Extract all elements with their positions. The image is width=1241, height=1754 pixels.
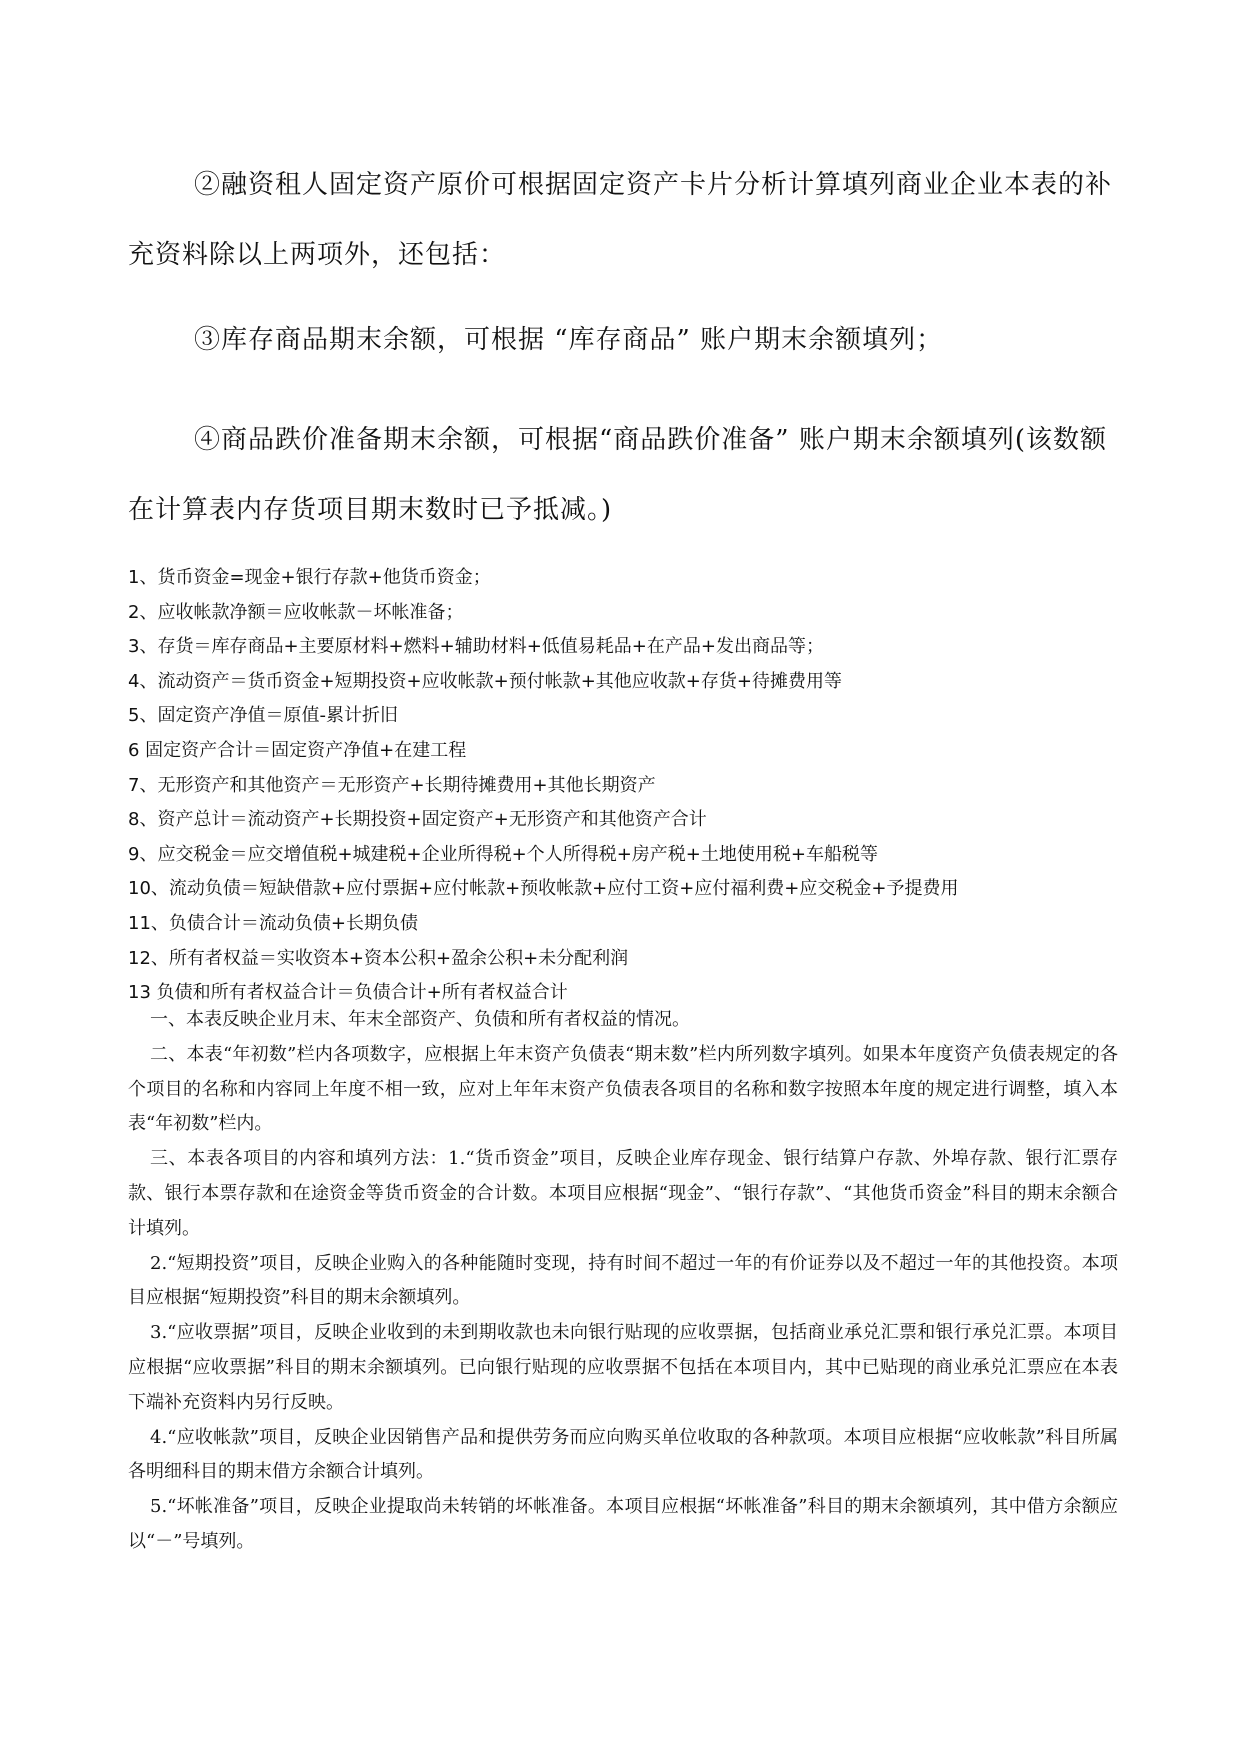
- formula-item: 11、负债合计＝流动负债+长期负债: [128, 912, 418, 934]
- formula-item: 13 负债和所有者权益合计＝负债合计+所有者权益合计: [128, 982, 568, 1004]
- formula-item: 2、应收帐款净额＝应收帐款－坏帐准备；: [128, 601, 464, 623]
- note-paragraph: 5.“坏帐准备”项目，反映企业提取尚未转销的坏帐准备。本项目应根据“坏帐准备”科目的期末余额填列，其中借方余额应以“－”号填列。: [128, 1496, 1118, 1552]
- note-paragraph: 三、本表各项目的内容和填列方法：1.“货币资金”项目，反映企业库存现金、银行结算户存款、外埠存款、银行汇票存款、银行本票存款和在途资金等货币资金的合计数。本项目应根据“现金”、“银行存款”、“其他货币资金”科目的期末余额合计填列。: [128, 1148, 1118, 1239]
- note-paragraph: 一、本表反映企业月末、年末全部资产、负债和所有者权益的情况。: [150, 1009, 690, 1030]
- formula-item: 1、货币资金=现金+银行存款+他货币资金；: [128, 567, 491, 588]
- paragraph-price-decline-reserve: ④商品跌价准备期末余额，可根据“商品跌价准备” 账户期末余额填列(该数额在计算表内存货项目期末数时已予抵减。): [128, 425, 1107, 525]
- paragraph-financing-lease: ②融资租人固定资产原价可根据固定资产卡片分析计算填列商业企业本表的补充资料除以上两项外，还包括：: [128, 170, 1113, 270]
- formula-item: 5、固定资产净值＝原值-累计折旧: [128, 705, 398, 727]
- formula-item: 6 固定资产合计＝固定资产净值+在建工程: [128, 739, 467, 761]
- formula-item: 10、流动负债＝短缺借款+应付票据+应付帐款+预收帐款+应付工资+应付福利费+应交税金+予提费用: [128, 878, 959, 900]
- formula-list: [128, 561, 1118, 1011]
- formula-item: 8、资产总计＝流动资产+长期投资+固定资产+无形资产和其他资产合计: [128, 809, 707, 831]
- note-paragraph: 二、本表“年初数”栏内各项数字，应根据上年末资产负债表“期末数”栏内所列数字填列。如果本年度资产负债表规定的各个项目的名称和内容同上年度不相一致，应对上年年末资产负债表各项目的名称和数字按照本年度的规定进行调整，填入本表“年初数”栏内。: [128, 1043, 1118, 1135]
- note-paragraph: 3.“应收票据”项目，反映企业收到的未到期收款也未向银行贴现的应收票据，包括商业承兑汇票和银行承兑汇票。本项目应根据“应收票据”科目的期末余额填列。已向银行贴现的应收票据不包括在本项目内，其中已贴现的商业承兑汇票应在本表下端补充资料内另行反映。: [128, 1322, 1118, 1413]
- notes-section: [128, 1003, 1118, 1560]
- formula-item: 7、无形资产和其他资产＝无形资产+长期待摊费用+其他长期资产: [128, 774, 656, 796]
- paragraph-inventory-goods: ③库存商品期末余额，可根据 “库存商品” 账户期末余额填列；: [194, 325, 944, 355]
- note-paragraph: 4.“应收帐款”项目，反映企业因销售产品和提供劳务而应向购买单位收取的各种款项。本项目应根据“应收帐款”科目所属各明细科目的期末借方余额合计填列。: [128, 1426, 1118, 1483]
- formula-item: 9、应交税金＝应交增值税+城建税+企业所得税+个人所得税+房产税+土地使用税+车船税等: [128, 843, 878, 865]
- note-paragraph: 2.“短期投资”项目，反映企业购入的各种能随时变现，持有时间不超过一年的有价证券以及不超过一年的其他投资。本项目应根据“短期投资”科目的期末余额填列。: [128, 1252, 1118, 1309]
- formula-item: 12、所有者权益＝实收资本+资本公积+盈余公积+未分配利润: [128, 947, 629, 969]
- formula-item: 3、存货＝库存商品+主要原材料+燃料+辅助材料+低值易耗品+在产品+发出商品等；: [128, 636, 824, 658]
- formula-item: 4、流动资产＝货币资金+短期投资+应收帐款+预付帐款+其他应收款+存货+待摊费用等: [128, 670, 842, 692]
